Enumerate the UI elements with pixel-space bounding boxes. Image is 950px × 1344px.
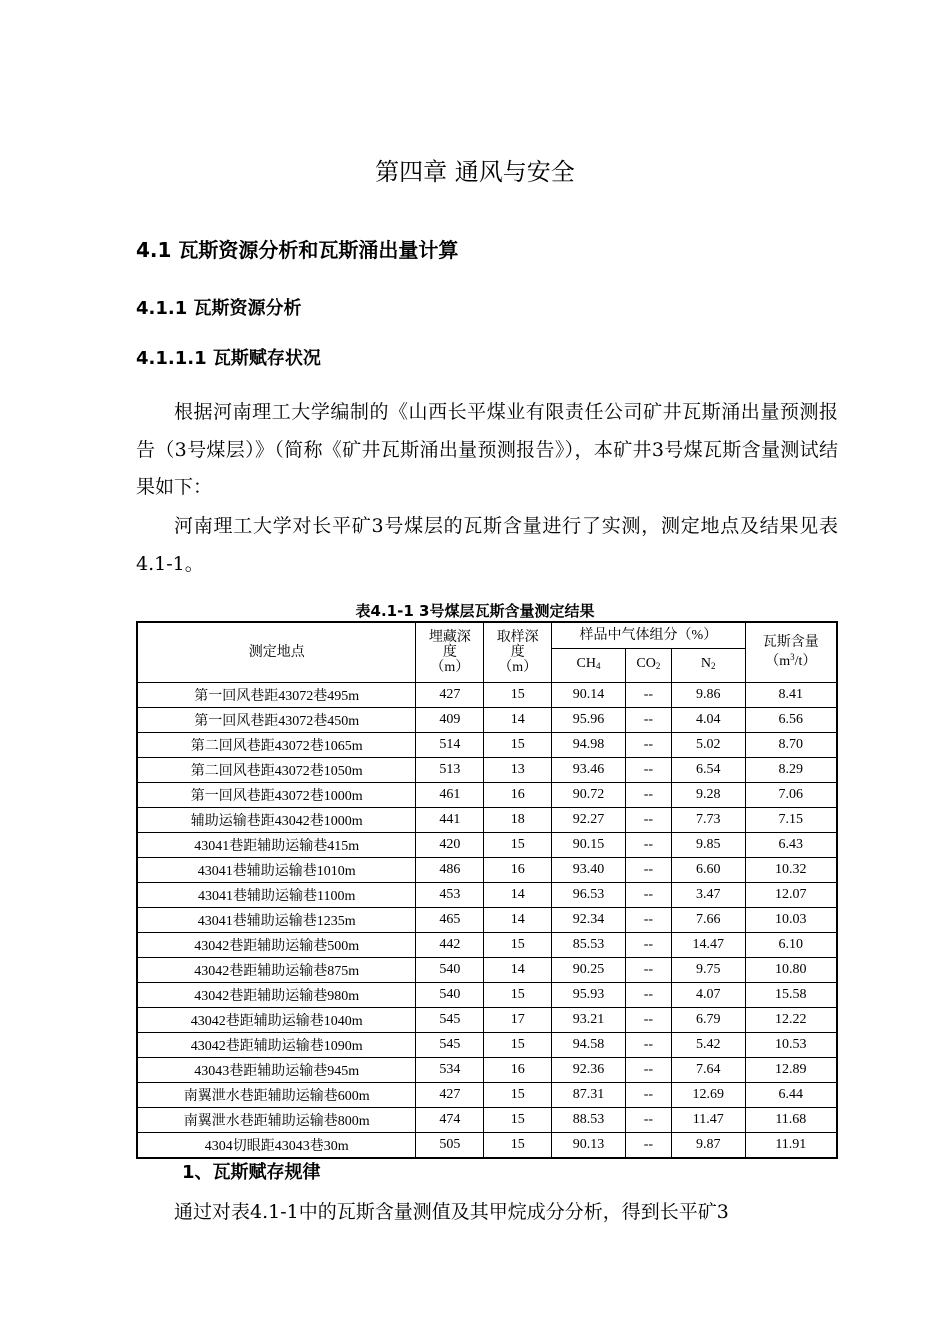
table-row: [137, 707, 837, 732]
location-cell: 43042巷距辅助运输巷500m: [137, 932, 416, 957]
burial-depth-cell: 453: [416, 882, 484, 907]
co2-cell: --: [625, 707, 671, 732]
n2-cell: 9.86: [671, 682, 745, 707]
ch4-cell: 93.46: [552, 757, 626, 782]
table-row: [137, 782, 837, 807]
chapter-title: 第四章 通风与安全: [375, 158, 575, 186]
gas-content-cell: 6.43: [745, 832, 837, 857]
paragraph-measurement: 河南理工大学对长平矿3号煤层的瓦斯含量进行了实测，测定地点及结果见表4.1-1。: [136, 515, 838, 575]
n2-cell: 9.75: [671, 957, 745, 982]
gas-content-cell: 8.29: [745, 757, 837, 782]
ch4-cell: 95.93: [552, 982, 626, 1007]
sample-depth-cell: 16: [484, 782, 552, 807]
co2-cell: --: [625, 882, 671, 907]
gas-content-cell: 8.70: [745, 732, 837, 757]
n2-cell: 3.47: [671, 882, 745, 907]
co2-cell: --: [625, 807, 671, 832]
sample-depth-cell: 15: [484, 1032, 552, 1057]
location-cell: 4304切眼距43043巷30m: [137, 1132, 416, 1158]
ch4-cell: 90.15: [552, 832, 626, 857]
co2-cell: --: [625, 732, 671, 757]
burial-depth-cell: 442: [416, 932, 484, 957]
location-cell: 43043巷距辅助运输巷945m: [137, 1057, 416, 1082]
header-co2: $CO_2$: [625, 648, 671, 682]
ch4-cell: 95.96: [552, 707, 626, 732]
burial-depth-cell: 465: [416, 907, 484, 932]
ch4-cell: 90.13: [552, 1132, 626, 1158]
table-row: [137, 1007, 837, 1032]
sample-depth-cell: 15: [484, 1132, 552, 1158]
gas-content-cell: 12.07: [745, 882, 837, 907]
sample-depth-cell: 18: [484, 807, 552, 832]
gas-content-cell: 10.03: [745, 907, 837, 932]
co2-cell: --: [625, 832, 671, 857]
burial-depth-cell: 545: [416, 1007, 484, 1032]
burial-depth-cell: 505: [416, 1132, 484, 1158]
gas-content-cell: 12.22: [745, 1007, 837, 1032]
n2-cell: 5.02: [671, 732, 745, 757]
section-heading-4-1: 4.1 瓦斯资源分析和瓦斯涌出量计算: [136, 238, 459, 262]
n2-cell: 12.69: [671, 1082, 745, 1107]
sample-depth-cell: 15: [484, 1107, 552, 1132]
table-row: [137, 982, 837, 1007]
gas-content-table: [136, 621, 838, 1159]
co2-cell: --: [625, 757, 671, 782]
ch4-cell: 93.40: [552, 857, 626, 882]
burial-depth-cell: 534: [416, 1057, 484, 1082]
header-n2: $N_2$: [671, 648, 745, 682]
n2-cell: 7.73: [671, 807, 745, 832]
sample-depth-cell: 15: [484, 732, 552, 757]
burial-depth-cell: 441: [416, 807, 484, 832]
location-cell: 南翼泄水巷距辅助运输巷800m: [137, 1107, 416, 1132]
sample-depth-cell: 15: [484, 932, 552, 957]
location-cell: 第一回风巷距43072巷495m: [137, 682, 416, 707]
co2-cell: --: [625, 957, 671, 982]
table-row: [137, 857, 837, 882]
ch4-cell: 94.98: [552, 732, 626, 757]
sample-depth-cell: 14: [484, 907, 552, 932]
location-cell: 43041巷辅助运输巷1235m: [137, 907, 416, 932]
location-cell: 第一回风巷距43072巷1000m: [137, 782, 416, 807]
burial-depth-cell: 540: [416, 957, 484, 982]
header-gas-composition: 样品中气体组分（%）: [552, 622, 745, 648]
n2-cell: 6.54: [671, 757, 745, 782]
sample-depth-cell: 15: [484, 982, 552, 1007]
co2-cell: --: [625, 1032, 671, 1057]
co2-cell: --: [625, 982, 671, 1007]
table-row: [137, 832, 837, 857]
table-row: [137, 1132, 837, 1158]
gas-content-cell: 8.41: [745, 682, 837, 707]
co2-cell: --: [625, 857, 671, 882]
burial-depth-cell: 427: [416, 682, 484, 707]
burial-depth-cell: 461: [416, 782, 484, 807]
co2-cell: --: [625, 907, 671, 932]
co2-cell: --: [625, 932, 671, 957]
n2-cell: 9.28: [671, 782, 745, 807]
location-cell: 第一回风巷距43072巷450m: [137, 707, 416, 732]
gas-content-cell: 10.80: [745, 957, 837, 982]
gas-content-cell: 12.89: [745, 1057, 837, 1082]
location-cell: 43042巷距辅助运输巷980m: [137, 982, 416, 1007]
burial-depth-cell: 474: [416, 1107, 484, 1132]
subheading-gas-law: 1、瓦斯赋存规律: [182, 1162, 321, 1183]
gas-content-cell: 6.44: [745, 1082, 837, 1107]
section-heading-4-1-1-1: 4.1.1.1 瓦斯赋存状况: [136, 348, 321, 369]
gas-content-cell: 7.15: [745, 807, 837, 832]
paragraph-analysis: 通过对表4.1-1中的瓦斯含量测值及其甲烷成分分析，得到长平矿3: [174, 1201, 729, 1223]
co2-cell: --: [625, 1107, 671, 1132]
gas-content-cell: 11.91: [745, 1132, 837, 1158]
sample-depth-cell: 16: [484, 857, 552, 882]
table-row: [137, 682, 837, 707]
header-burial-depth: 埋藏深 度 （m）: [416, 622, 484, 682]
sample-depth-cell: 14: [484, 957, 552, 982]
table-caption: 表4.1-1 3号煤层瓦斯含量测定结果: [355, 602, 595, 620]
location-cell: 43041巷辅助运输巷1010m: [137, 857, 416, 882]
location-cell: 43042巷距辅助运输巷1040m: [137, 1007, 416, 1032]
sample-depth-cell: 17: [484, 1007, 552, 1032]
section-heading-4-1-1: 4.1.1 瓦斯资源分析: [136, 298, 302, 319]
ch4-cell: 92.34: [552, 907, 626, 932]
gas-content-cell: 10.32: [745, 857, 837, 882]
n2-cell: 9.85: [671, 832, 745, 857]
n2-cell: 6.79: [671, 1007, 745, 1032]
ch4-cell: 96.53: [552, 882, 626, 907]
table-row: [137, 1107, 837, 1132]
ch4-cell: 90.72: [552, 782, 626, 807]
burial-depth-cell: 514: [416, 732, 484, 757]
sample-depth-cell: 13: [484, 757, 552, 782]
location-cell: 辅助运输巷距43042巷1000m: [137, 807, 416, 832]
sample-depth-cell: 15: [484, 682, 552, 707]
table-row: [137, 1057, 837, 1082]
location-cell: 第二回风巷距43072巷1065m: [137, 732, 416, 757]
gas-content-cell: 11.68: [745, 1107, 837, 1132]
burial-depth-cell: 486: [416, 857, 484, 882]
n2-cell: 6.60: [671, 857, 745, 882]
ch4-cell: 92.36: [552, 1057, 626, 1082]
paragraph-intro: 根据河南理工大学编制的《山西长平煤业有限责任公司矿井瓦斯涌出量预测报告（3号煤层）》（简称《矿井瓦斯涌出量预测报告》），本矿井3号煤瓦斯含量测试结果如下：: [136, 401, 838, 498]
gas-content-cell: 6.56: [745, 707, 837, 732]
gas-content-cell: 15.58: [745, 982, 837, 1007]
n2-cell: 7.64: [671, 1057, 745, 1082]
table-row: [137, 757, 837, 782]
table-row: [137, 732, 837, 757]
n2-cell: 9.87: [671, 1132, 745, 1158]
location-cell: 南翼泄水巷距辅助运输巷600m: [137, 1082, 416, 1107]
ch4-cell: 92.27: [552, 807, 626, 832]
location-cell: 43042巷距辅助运输巷875m: [137, 957, 416, 982]
burial-depth-cell: 409: [416, 707, 484, 732]
header-sample-depth: 取样深 度 （m）: [484, 622, 552, 682]
sample-depth-cell: 14: [484, 882, 552, 907]
sample-depth-cell: 16: [484, 1057, 552, 1082]
burial-depth-cell: 545: [416, 1032, 484, 1057]
location-cell: 43041巷距辅助运输巷415m: [137, 832, 416, 857]
table-row: [137, 1032, 837, 1057]
n2-cell: 14.47: [671, 932, 745, 957]
location-cell: 43042巷距辅助运输巷1090m: [137, 1032, 416, 1057]
ch4-cell: 85.53: [552, 932, 626, 957]
n2-cell: 4.04: [671, 707, 745, 732]
gas-content-cell: 7.06: [745, 782, 837, 807]
table-row: [137, 807, 837, 832]
gas-content-cell: 6.10: [745, 932, 837, 957]
ch4-cell: 90.14: [552, 682, 626, 707]
header-ch4: $CH_4$: [552, 648, 626, 682]
sample-depth-cell: 15: [484, 1082, 552, 1107]
co2-cell: --: [625, 782, 671, 807]
ch4-cell: 87.31: [552, 1082, 626, 1107]
co2-cell: --: [625, 682, 671, 707]
ch4-cell: 94.58: [552, 1032, 626, 1057]
header-location: 测定地点: [137, 622, 416, 682]
table-row: [137, 882, 837, 907]
n2-cell: 4.07: [671, 982, 745, 1007]
header-gas-content: 瓦斯含量 $(m^3/t)$: [745, 622, 837, 682]
sample-depth-cell: 14: [484, 707, 552, 732]
co2-cell: --: [625, 1057, 671, 1082]
ch4-cell: 90.25: [552, 957, 626, 982]
co2-cell: --: [625, 1007, 671, 1032]
location-cell: 第二回风巷距43072巷1050m: [137, 757, 416, 782]
table-row: [137, 1082, 837, 1107]
burial-depth-cell: 427: [416, 1082, 484, 1107]
table-row: [137, 957, 837, 982]
n2-cell: 7.66: [671, 907, 745, 932]
co2-cell: --: [625, 1082, 671, 1107]
burial-depth-cell: 540: [416, 982, 484, 1007]
ch4-cell: 93.21: [552, 1007, 626, 1032]
table-row: [137, 932, 837, 957]
location-cell: 43041巷辅助运输巷1100m: [137, 882, 416, 907]
sample-depth-cell: 15: [484, 832, 552, 857]
table-body: [137, 682, 837, 1158]
burial-depth-cell: 513: [416, 757, 484, 782]
n2-cell: 11.47: [671, 1107, 745, 1132]
co2-cell: --: [625, 1132, 671, 1158]
gas-content-cell: 10.53: [745, 1032, 837, 1057]
n2-cell: 5.42: [671, 1032, 745, 1057]
table-row: [137, 907, 837, 932]
ch4-cell: 88.53: [552, 1107, 626, 1132]
burial-depth-cell: 420: [416, 832, 484, 857]
